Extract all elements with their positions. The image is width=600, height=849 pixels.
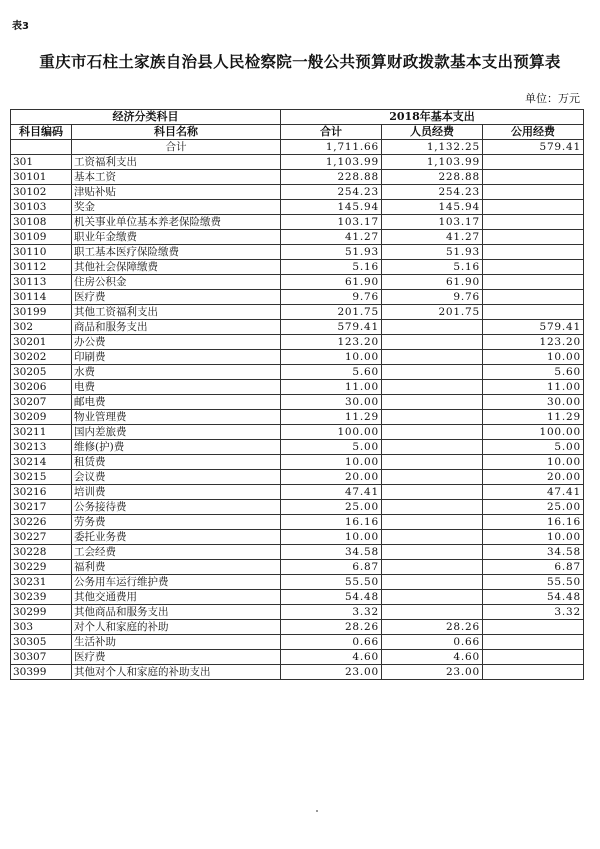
row-public: 3.32	[483, 605, 584, 620]
row-total: 9.76	[281, 290, 382, 305]
row-public	[483, 155, 584, 170]
table-row	[11, 605, 584, 620]
row-personnel	[382, 335, 483, 350]
table-row	[11, 470, 584, 485]
row-public: 11.29	[483, 410, 584, 425]
row-personnel: 228.88	[382, 170, 483, 185]
row-personnel: 61.90	[382, 275, 483, 290]
table-row	[11, 410, 584, 425]
row-name: 邮电费	[72, 395, 281, 410]
row-name: 办公费	[72, 335, 281, 350]
row-public: 11.00	[483, 380, 584, 395]
row-personnel: 5.16	[382, 260, 483, 275]
row-name: 机关事业单位基本养老保险缴费	[72, 215, 281, 230]
row-code: 30103	[11, 200, 72, 215]
row-public: 100.00	[483, 425, 584, 440]
table-row	[11, 335, 584, 350]
row-name: 其他对个人和家庭的补助支出	[72, 665, 281, 680]
table-row	[11, 290, 584, 305]
table-row	[11, 440, 584, 455]
table-row	[11, 635, 584, 650]
table-row	[11, 380, 584, 395]
row-personnel: 23.00	[382, 665, 483, 680]
row-code: 30207	[11, 395, 72, 410]
header-row-1	[11, 110, 584, 125]
row-name: 对个人和家庭的补助	[72, 620, 281, 635]
row-public	[483, 215, 584, 230]
row-code: 30108	[11, 215, 72, 230]
row-public	[483, 665, 584, 680]
row-public: 47.41	[483, 485, 584, 500]
row-public: 6.87	[483, 560, 584, 575]
row-code: 30101	[11, 170, 72, 185]
row-code: 30399	[11, 665, 72, 680]
row-total: 54.48	[281, 590, 382, 605]
row-personnel	[382, 575, 483, 590]
row-name: 工资福利支出	[72, 155, 281, 170]
row-personnel	[382, 365, 483, 380]
row-personnel: 41.27	[382, 230, 483, 245]
row-public: 10.00	[483, 350, 584, 365]
unit-label: 单位：万元	[525, 92, 580, 105]
row-personnel	[382, 425, 483, 440]
header-public: 公用经费	[483, 125, 584, 140]
header-personnel: 人员经费	[382, 125, 483, 140]
row-public	[483, 635, 584, 650]
row-personnel	[382, 440, 483, 455]
table-row	[11, 425, 584, 440]
row-code: 30205	[11, 365, 72, 380]
table-row	[11, 245, 584, 260]
row-total: 228.88	[281, 170, 382, 185]
row-code: 30216	[11, 485, 72, 500]
row-total: 4.60	[281, 650, 382, 665]
header-econ-class: 经济分类科目	[11, 110, 281, 125]
row-code: 30102	[11, 185, 72, 200]
row-personnel: 28.26	[382, 620, 483, 635]
row-personnel: 0.66	[382, 635, 483, 650]
row-code: 30206	[11, 380, 72, 395]
row-public: 55.50	[483, 575, 584, 590]
row-code: 30239	[11, 590, 72, 605]
table-row	[11, 455, 584, 470]
row-personnel: 4.60	[382, 650, 483, 665]
row-personnel	[382, 380, 483, 395]
row-public: 10.00	[483, 530, 584, 545]
row-code: 30113	[11, 275, 72, 290]
row-total: 100.00	[281, 425, 382, 440]
row-code: 30213	[11, 440, 72, 455]
table-row	[11, 155, 584, 170]
table-row	[11, 500, 584, 515]
row-personnel	[382, 500, 483, 515]
row-name: 印刷费	[72, 350, 281, 365]
row-code: 30215	[11, 470, 72, 485]
total-row	[11, 140, 584, 155]
row-public: 25.00	[483, 500, 584, 515]
table-row	[11, 545, 584, 560]
row-code: 30307	[11, 650, 72, 665]
table-row	[11, 350, 584, 365]
row-name: 生活补助	[72, 635, 281, 650]
table-row	[11, 365, 584, 380]
table-row	[11, 320, 584, 335]
budget-table	[10, 109, 584, 680]
row-name: 奖金	[72, 200, 281, 215]
row-code: 302	[11, 320, 72, 335]
table-row	[11, 260, 584, 275]
row-code: 30214	[11, 455, 72, 470]
row-public	[483, 185, 584, 200]
row-code: 30226	[11, 515, 72, 530]
row-total: 11.00	[281, 380, 382, 395]
row-code: 30217	[11, 500, 72, 515]
row-total: 10.00	[281, 455, 382, 470]
total-total: 1,711.66	[281, 140, 382, 155]
row-total: 0.66	[281, 635, 382, 650]
row-public: 54.48	[483, 590, 584, 605]
row-total: 5.60	[281, 365, 382, 380]
header-name: 科目名称	[72, 125, 281, 140]
table-row	[11, 200, 584, 215]
row-name: 国内差旅费	[72, 425, 281, 440]
row-code: 301	[11, 155, 72, 170]
table-body	[11, 140, 584, 680]
row-total: 34.58	[281, 545, 382, 560]
row-public: 34.58	[483, 545, 584, 560]
row-code: 30209	[11, 410, 72, 425]
row-code: 30201	[11, 335, 72, 350]
table-row	[11, 515, 584, 530]
row-total: 254.23	[281, 185, 382, 200]
total-public: 579.41	[483, 140, 584, 155]
row-name: 其他工资福利支出	[72, 305, 281, 320]
row-total: 103.17	[281, 215, 382, 230]
table-row	[11, 275, 584, 290]
row-public: 30.00	[483, 395, 584, 410]
row-name: 福利费	[72, 560, 281, 575]
row-personnel: 254.23	[382, 185, 483, 200]
row-public	[483, 620, 584, 635]
row-public	[483, 275, 584, 290]
row-code: 30112	[11, 260, 72, 275]
header-code: 科目编码	[11, 125, 72, 140]
row-personnel: 145.94	[382, 200, 483, 215]
row-total: 6.87	[281, 560, 382, 575]
row-public: 579.41	[483, 320, 584, 335]
row-total: 30.00	[281, 395, 382, 410]
row-total: 10.00	[281, 350, 382, 365]
row-public	[483, 230, 584, 245]
row-total: 20.00	[281, 470, 382, 485]
row-total: 16.16	[281, 515, 382, 530]
row-personnel	[382, 560, 483, 575]
row-personnel	[382, 515, 483, 530]
row-name: 住房公积金	[72, 275, 281, 290]
page-title: 重庆市石柱土家族自治县人民检察院一般公共预算财政拨款基本支出预算表	[39, 53, 561, 71]
row-public	[483, 170, 584, 185]
row-total: 61.90	[281, 275, 382, 290]
scan-mark	[316, 810, 318, 812]
row-name: 工会经费	[72, 545, 281, 560]
table-number: 表3	[12, 21, 29, 32]
row-total: 23.00	[281, 665, 382, 680]
row-public	[483, 290, 584, 305]
row-public: 5.60	[483, 365, 584, 380]
row-name: 其他商品和服务支出	[72, 605, 281, 620]
row-code: 30114	[11, 290, 72, 305]
row-personnel	[382, 455, 483, 470]
row-total: 3.32	[281, 605, 382, 620]
row-personnel: 1,103.99	[382, 155, 483, 170]
row-code: 30299	[11, 605, 72, 620]
total-label: 合计	[72, 140, 281, 155]
row-code: 30211	[11, 425, 72, 440]
row-code: 30229	[11, 560, 72, 575]
row-personnel	[382, 590, 483, 605]
row-public	[483, 305, 584, 320]
row-total: 55.50	[281, 575, 382, 590]
row-name: 会议费	[72, 470, 281, 485]
row-total: 25.00	[281, 500, 382, 515]
row-public: 20.00	[483, 470, 584, 485]
row-code: 30305	[11, 635, 72, 650]
row-personnel: 201.75	[382, 305, 483, 320]
row-public	[483, 650, 584, 665]
table-row	[11, 650, 584, 665]
row-personnel	[382, 395, 483, 410]
table-row	[11, 560, 584, 575]
row-name: 维修(护)费	[72, 440, 281, 455]
row-public: 16.16	[483, 515, 584, 530]
row-name: 劳务费	[72, 515, 281, 530]
header-year-basic: 2018年基本支出	[281, 110, 584, 125]
row-name: 医疗费	[72, 650, 281, 665]
row-name: 公务接待费	[72, 500, 281, 515]
header-total: 合计	[281, 125, 382, 140]
table-row	[11, 230, 584, 245]
table-row	[11, 215, 584, 230]
row-code: 303	[11, 620, 72, 635]
row-name: 津贴补贴	[72, 185, 281, 200]
row-name: 其他交通费用	[72, 590, 281, 605]
row-code: 30109	[11, 230, 72, 245]
row-public	[483, 260, 584, 275]
row-code: 30110	[11, 245, 72, 260]
row-name: 租赁费	[72, 455, 281, 470]
row-personnel	[382, 605, 483, 620]
row-code: 30227	[11, 530, 72, 545]
row-public	[483, 245, 584, 260]
row-name: 基本工资	[72, 170, 281, 185]
row-name: 电费	[72, 380, 281, 395]
table-row	[11, 185, 584, 200]
table-row	[11, 590, 584, 605]
total-code-cell	[11, 140, 72, 155]
table-row	[11, 620, 584, 635]
row-name: 委托业务费	[72, 530, 281, 545]
row-code: 30231	[11, 575, 72, 590]
row-name: 水费	[72, 365, 281, 380]
header-row-2	[11, 125, 584, 140]
row-total: 41.27	[281, 230, 382, 245]
row-personnel	[382, 485, 483, 500]
row-total: 11.29	[281, 410, 382, 425]
row-personnel: 9.76	[382, 290, 483, 305]
row-name: 物业管理费	[72, 410, 281, 425]
row-total: 47.41	[281, 485, 382, 500]
row-total: 1,103.99	[281, 155, 382, 170]
table-row	[11, 170, 584, 185]
row-total: 579.41	[281, 320, 382, 335]
row-total: 28.26	[281, 620, 382, 635]
table-row	[11, 395, 584, 410]
row-total: 201.75	[281, 305, 382, 320]
row-name: 职工基本医疗保险缴费	[72, 245, 281, 260]
row-code: 30199	[11, 305, 72, 320]
row-public: 10.00	[483, 455, 584, 470]
row-personnel	[382, 530, 483, 545]
row-total: 123.20	[281, 335, 382, 350]
row-personnel: 103.17	[382, 215, 483, 230]
row-personnel	[382, 545, 483, 560]
row-personnel	[382, 410, 483, 425]
row-public: 5.00	[483, 440, 584, 455]
row-personnel	[382, 320, 483, 335]
row-name: 公务用车运行维护费	[72, 575, 281, 590]
table-row	[11, 305, 584, 320]
row-total: 51.93	[281, 245, 382, 260]
table-row	[11, 485, 584, 500]
row-name: 商品和服务支出	[72, 320, 281, 335]
total-personnel: 1,132.25	[382, 140, 483, 155]
row-total: 5.16	[281, 260, 382, 275]
row-public: 123.20	[483, 335, 584, 350]
row-personnel	[382, 350, 483, 365]
table-row	[11, 530, 584, 545]
row-public	[483, 200, 584, 215]
row-name: 其他社会保障缴费	[72, 260, 281, 275]
table-row	[11, 665, 584, 680]
row-name: 培训费	[72, 485, 281, 500]
row-name: 医疗费	[72, 290, 281, 305]
row-total: 10.00	[281, 530, 382, 545]
row-personnel	[382, 470, 483, 485]
row-code: 30202	[11, 350, 72, 365]
row-total: 145.94	[281, 200, 382, 215]
row-personnel: 51.93	[382, 245, 483, 260]
row-name: 职业年金缴费	[72, 230, 281, 245]
row-total: 5.00	[281, 440, 382, 455]
table-row	[11, 575, 584, 590]
row-code: 30228	[11, 545, 72, 560]
